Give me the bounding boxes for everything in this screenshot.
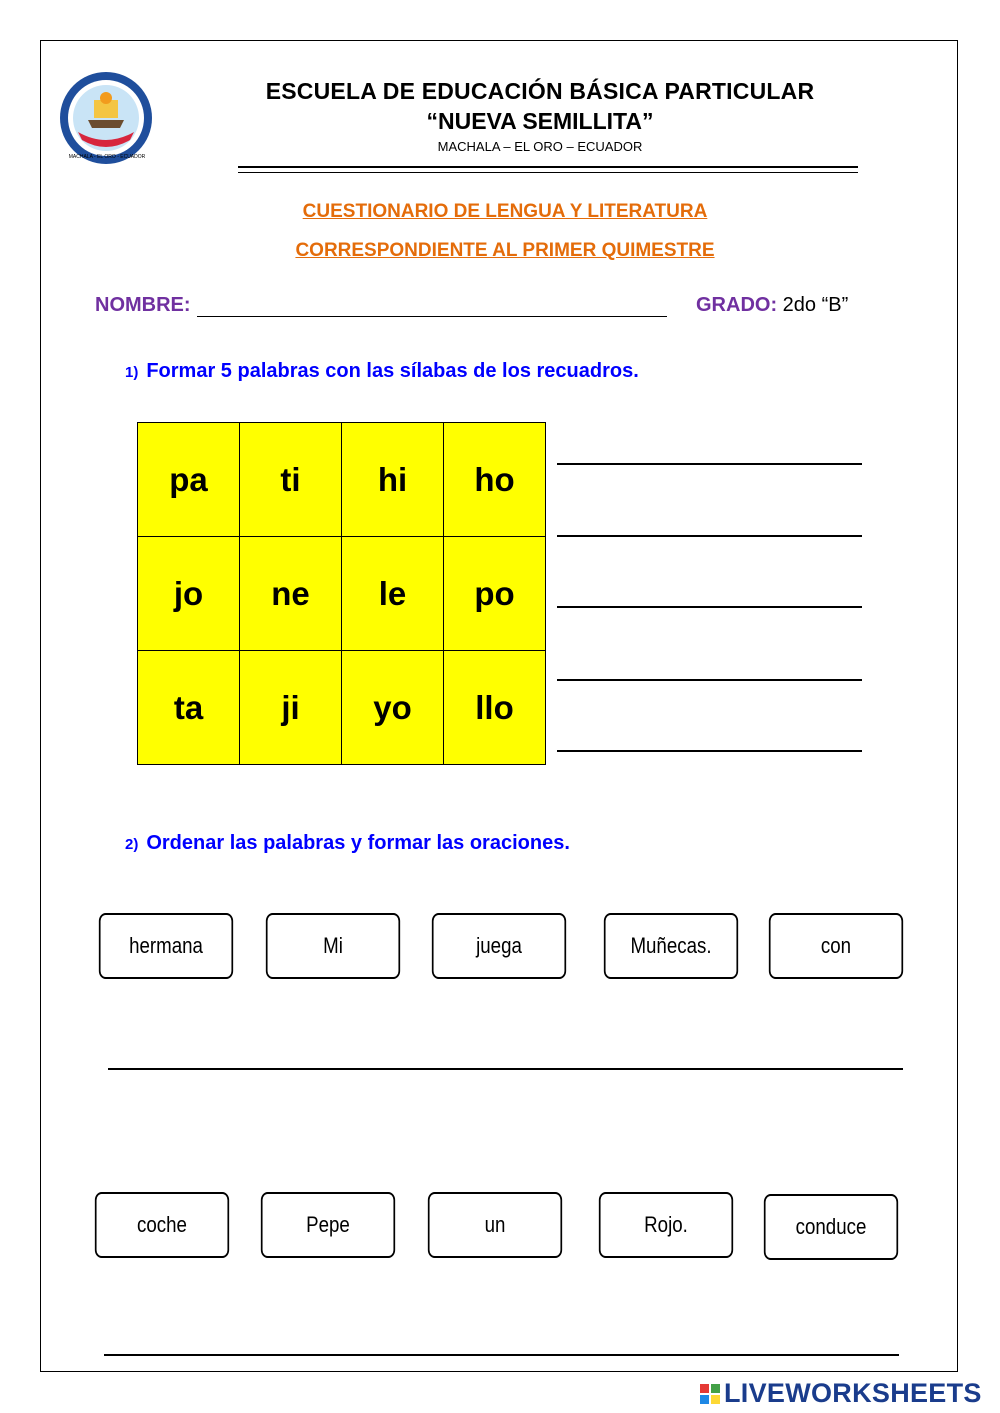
syllable-cell: ti [240, 423, 342, 537]
word-box[interactable]: Muñecas. [604, 913, 738, 979]
sentence-line-2[interactable] [104, 1354, 899, 1356]
word-box[interactable]: Pepe [261, 1192, 395, 1258]
header-divider [238, 166, 858, 173]
school-logo [58, 70, 154, 166]
answer-line-1[interactable] [557, 463, 862, 465]
word-box[interactable]: Rojo. [599, 1192, 733, 1258]
liveworksheets-brand [700, 1378, 982, 1409]
school-location: MACHALA – EL ORO – ECUADOR [437, 139, 643, 154]
grade-row [696, 294, 848, 317]
logo-caption: MACHALA - EL ORO - ECUADOR [68, 154, 146, 160]
school-name: ESCUELA DE EDUCACIÓN BÁSICA PARTICULAR [265, 78, 815, 104]
question-2 [125, 832, 570, 855]
question-2-number: 2) [125, 836, 139, 853]
word-box[interactable]: un [428, 1192, 562, 1258]
syllable-cell: pa [138, 423, 240, 537]
brand-name: LIVEWORKSHEETS [724, 1378, 982, 1408]
word-box[interactable]: juega [432, 913, 566, 979]
syllable-cell: po [444, 537, 546, 651]
sentence-line-1[interactable] [108, 1068, 903, 1070]
syllable-cell: hi [342, 423, 444, 537]
syllable-cell: ji [240, 651, 342, 765]
syllable-cell: ne [240, 537, 342, 651]
syllable-grid [137, 422, 546, 765]
answer-line-5[interactable] [557, 750, 862, 752]
question-1-number: 1) [125, 364, 139, 381]
word-box[interactable]: conduce [764, 1194, 898, 1260]
name-input-line[interactable] [197, 296, 667, 317]
grade-label: GRADO: [696, 294, 778, 316]
name-row [95, 294, 667, 317]
title-line-2: CORRESPONDIENTE AL PRIMER QUIMESTRE [295, 240, 715, 261]
syllable-cell: ho [444, 423, 546, 537]
syllable-cell: jo [138, 537, 240, 651]
word-box[interactable]: Mi [266, 913, 400, 979]
word-box[interactable]: coche [95, 1192, 229, 1258]
syllable-cell: yo [342, 651, 444, 765]
syllable-cell: llo [444, 651, 546, 765]
liveworksheets-icon [700, 1384, 720, 1404]
question-1-text: Formar 5 palabras con las sílabas de los recuadros. [146, 360, 639, 382]
question-1 [125, 360, 639, 383]
name-label: NOMBRE: [95, 294, 191, 316]
school-subname: “NUEVA SEMILLITA” [426, 108, 654, 134]
word-box[interactable]: con [769, 913, 903, 979]
syllable-cell: ta [138, 651, 240, 765]
answer-line-2[interactable] [557, 535, 862, 537]
title-line-1: CUESTIONARIO DE LENGUA Y LITERATURA [302, 201, 708, 222]
question-2-text: Ordenar las palabras y formar las oraciones. [146, 832, 570, 854]
grade-value: 2do “B” [782, 294, 849, 316]
word-box[interactable]: hermana [99, 913, 233, 979]
syllable-cell: le [342, 537, 444, 651]
answer-line-3[interactable] [557, 606, 862, 608]
answer-line-4[interactable] [557, 679, 862, 681]
